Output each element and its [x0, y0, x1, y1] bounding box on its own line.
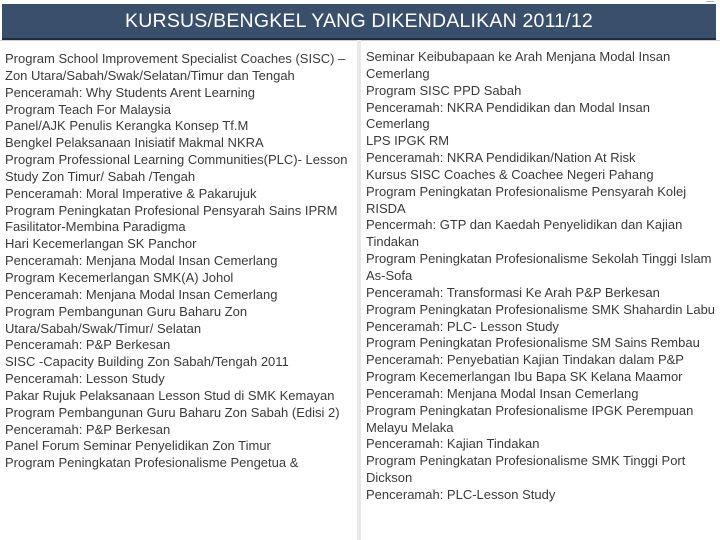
course-entry: Penceramah: Kajian Tindakan	[366, 436, 540, 452]
course-entry: Program Professional Learning Communities(PLC)- Lesson Study Zon Timur/ Sabah /Tengah	[5, 152, 348, 184]
right-course-list	[366, 49, 716, 504]
course-entry: Pakar Rujuk Pelaksanaan Lesson Stud di SMK Kemayan	[5, 387, 335, 403]
course-entry: Program Peningkatan Profesionalisme Sekolah Tinggi Islam As-Sofa	[366, 251, 712, 283]
course-entry: Penceramah: Menjana Modal Insan Cemerlang	[5, 253, 278, 269]
course-entry: Penceramah: P&P Berkesan	[5, 337, 171, 353]
course-entry: Program SISC PPD Sabah	[366, 82, 522, 98]
course-entry: Program Peningkatan Profesionalisme SM Sains Rembau	[366, 335, 700, 351]
course-entry: Program Peningkatan Profesionalisme Pengetua &	[5, 455, 299, 471]
course-entry: Program Peningkatan Profesionalisme Pensyarah Kolej RISDA	[366, 183, 687, 216]
course-entry: LPS IPGK RM	[366, 133, 450, 149]
title-bar	[2, 4, 716, 40]
course-entry: Seminar Keibubapaan ke Arah Menjana Modal Insan Cemerlang	[366, 49, 671, 81]
course-entry: Program Peningkatan Profesionalisme SMK Shahardin Labu	[366, 301, 716, 317]
course-entry: SISC -Capacity Building Zon Sabah/Tengah 2011	[5, 354, 289, 370]
course-entry: Program Kecemerlangan Ibu Bapa SK Kelana Maamor	[366, 369, 683, 385]
course-entry: Penceramah: P&P Berkesan	[5, 421, 171, 437]
course-entry: Penceramah: NKRA Pendidikan/Nation At Risk	[366, 150, 636, 166]
course-entry: Penceramah: Why Students Arent Learning	[5, 84, 256, 100]
slide-title: KURSUS/BENGKEL YANG DIKENDALIKAN 2011/12	[125, 9, 593, 32]
course-entry: Program Peningkatan Profesional Pensyarah Sains IPRM	[5, 202, 338, 218]
course-entry: Penceramah: NKRA Pendidikan dan Modal Insan Cemerlang	[366, 99, 651, 132]
course-entry: Panel Forum Seminar Penyelidikan Zon Timur	[5, 438, 271, 454]
course-entry: Penceramah: Lesson Study	[5, 371, 165, 387]
course-entry: Program Pembangunan Guru Baharu Zon Sabah (Edisi 2)	[5, 404, 340, 420]
course-entry: Program Peningkatan Profesionalisme SMK Tinggi Port Dickson	[366, 453, 686, 486]
course-entry: Penceramah: PLC- Lesson Study	[366, 318, 559, 334]
course-entry: Penceramah: PLC-Lesson Study	[366, 486, 556, 502]
course-entry: Penceramah: Penyebatian Kajian Tindakan dalam P&P	[366, 352, 684, 368]
course-entry: Kursus SISC Coaches & Coachee Negeri Pahang	[366, 166, 654, 182]
course-entry: Program Teach For Malaysia	[5, 101, 171, 117]
course-entry: Penceramah: Menjana Modal Insan Cemerlang	[366, 385, 639, 401]
course-entry: Program Kecemerlangan SMK(A) Johol	[5, 269, 234, 285]
course-entry: Bengkel Pelaksanaan Inisiatif Makmal NKRA	[5, 135, 264, 151]
left-course-list	[5, 51, 353, 472]
course-entry: Program Pembangunan Guru Baharu Zon Utara/Sabah/Swak/Timur/ Selatan	[5, 303, 248, 336]
course-entry: Fasilitator-Membina Paradigma	[5, 219, 186, 235]
course-entry: Penceramah: Moral Imperative & Pakarujuk	[5, 185, 257, 201]
course-entry: Program School Improvement Specialist Coaches (SISC) – Zon Utara/Sabah/Swak/Selatan/Timur dan Tengah	[5, 51, 346, 83]
course-entry: Pencermah: GTP dan Kaedah Penyelidikan dan Kajian Tindakan	[366, 217, 683, 250]
left-column	[0, 40, 357, 540]
course-entry: Hari Kecemerlangan SK Panchor	[5, 236, 197, 252]
course-entry: Penceramah: Transformasi Ke Arah P&P Berkesan	[366, 284, 660, 300]
right-column	[361, 40, 720, 540]
course-entry: Penceramah: Menjana Modal Insan Cemerlang	[5, 286, 278, 302]
content-area	[0, 40, 720, 540]
course-entry: Panel/AJK Penulis Kerangka Konsep Tf.M	[5, 118, 249, 134]
course-entry: Program Peningkatan Profesionalisme IPGK Perempuan Melayu Melaka	[366, 402, 694, 435]
